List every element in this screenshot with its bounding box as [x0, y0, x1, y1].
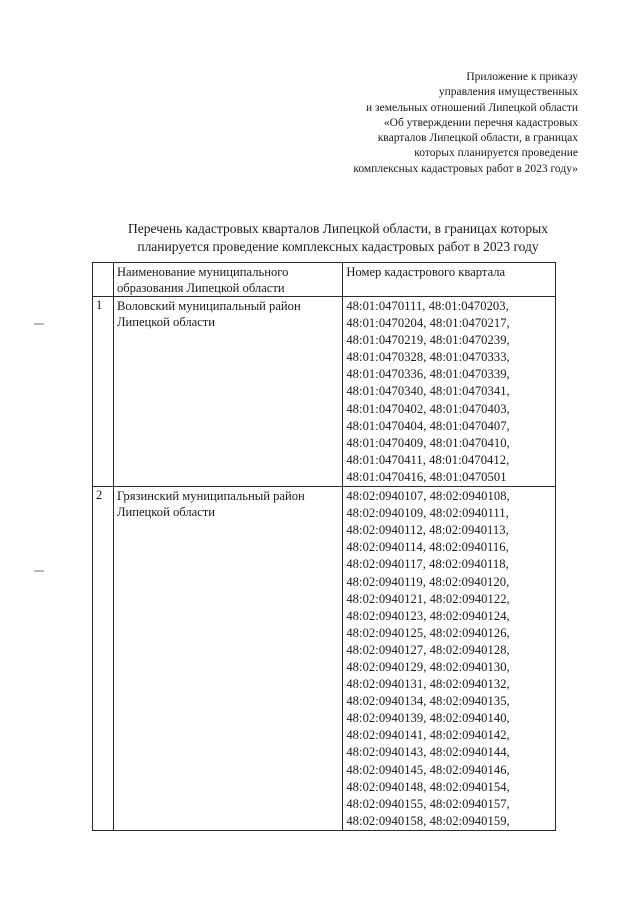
- cadastral-number-line: 48:02:0940131, 48:02:0940132,: [346, 677, 510, 692]
- cadastral-number-line: 48:01:0470328, 48:01:0470333,: [346, 350, 510, 365]
- cadastral-number-line: 48:02:0940107, 48:02:0940108,: [346, 489, 510, 504]
- appendix-line: управления имущественных: [438, 86, 578, 99]
- header-number: [93, 263, 114, 297]
- appendix-line: кварталов Липецкой области, в границах: [377, 132, 578, 145]
- cadastral-number-line: 48:02:0940123, 48:02:0940124,: [346, 608, 510, 623]
- municipality-name: Воловский муниципальный район Липецкой области: [113, 297, 342, 487]
- row-number: 2: [93, 487, 114, 831]
- cadastral-number-line: 48:01:0470111, 48:01:0470203,: [346, 299, 509, 313]
- cadastral-number-line: 48:02:0940141, 48:02:0940142,: [346, 728, 510, 743]
- cadastral-quarters-table: [92, 262, 556, 831]
- cadastral-number-line: 48:01:0470416, 48:01:0470501: [346, 469, 507, 484]
- cadastral-number-line: 48:02:0940143, 48:02:0940144,: [346, 745, 510, 760]
- cadastral-number-line: 48:02:0940134, 48:02:0940135,: [346, 694, 510, 709]
- appendix-line: и земельных отношений Липецкой области: [366, 101, 578, 114]
- cadastral-number-line: 48:02:0940114, 48:02:0940116,: [346, 540, 509, 555]
- cadastral-number-line: 48:02:0940139, 48:02:0940140,: [346, 711, 510, 726]
- cadastral-number-line: 48:01:0470409, 48:01:0470410,: [346, 435, 510, 450]
- appendix-line: комплексных кадастровых работ в 2023 году»: [353, 162, 578, 175]
- municipality-name: Грязинский муниципальный район Липецкой области: [113, 487, 342, 831]
- cadastral-number-line: 48:01:0470219, 48:01:0470239,: [346, 333, 510, 348]
- cadastral-number-line: 48:02:0940148, 48:02:0940154,: [346, 779, 510, 794]
- header-cadastral-number: Номер кадастрового квартала: [343, 263, 556, 297]
- cadastral-number-line: 48:02:0940127, 48:02:0940128,: [346, 642, 510, 657]
- cadastral-numbers-cell: [343, 487, 556, 831]
- cadastral-number-line: 48:02:0940125, 48:02:0940126,: [346, 625, 510, 640]
- appendix-line: «Об утверждении перечня кадастровых: [383, 116, 578, 129]
- table-row: [93, 297, 556, 487]
- margin-mark: [34, 570, 44, 572]
- cadastral-number-line: 48:01:0470402, 48:01:0470403,: [346, 401, 510, 416]
- cadastral-number-line: 48:01:0470411, 48:01:0470412,: [346, 452, 510, 467]
- margin-mark: [34, 323, 44, 325]
- appendix-line: Приложение к приказу: [466, 71, 578, 83]
- cadastral-number-line: 48:02:0940119, 48:02:0940120,: [346, 574, 510, 589]
- cadastral-number-line: 48:02:0940112, 48:02:0940113,: [346, 523, 509, 538]
- table-row: [93, 487, 556, 831]
- cadastral-number-line: 48:01:0470336, 48:01:0470339,: [346, 367, 510, 382]
- cadastral-number-line: 48:01:0470404, 48:01:0470407,: [346, 418, 510, 433]
- row-number: 1: [93, 297, 114, 487]
- cadastral-number-line: 48:01:0470340, 48:01:0470341,: [346, 384, 510, 399]
- cadastral-number-line: 48:02:0940145, 48:02:0940146,: [346, 762, 510, 777]
- cadastral-number-line: 48:02:0940121, 48:02:0940122,: [346, 591, 510, 606]
- appendix-block: [238, 70, 578, 177]
- document-title-line: планируется проведение комплексных кадастровых работ в 2023 году: [137, 239, 539, 254]
- header-municipality: Наименование муниципального образования Липецкой области: [113, 263, 342, 297]
- cadastral-number-line: 48:02:0940109, 48:02:0940111,: [346, 506, 509, 521]
- document-title: [92, 220, 584, 256]
- cadastral-number-line: 48:02:0940155, 48:02:0940157,: [346, 796, 510, 811]
- document-title-line: Перечень кадастровых кварталов Липецкой области, в границах которых: [128, 221, 548, 236]
- appendix-line: которых планируется проведение: [414, 147, 578, 160]
- cadastral-number-line: 48:01:0470204, 48:01:0470217,: [346, 316, 510, 331]
- cadastral-number-line: 48:02:0940129, 48:02:0940130,: [346, 659, 510, 674]
- cadastral-numbers-cell: [343, 297, 556, 487]
- cadastral-number-line: 48:02:0940158, 48:02:0940159,: [346, 813, 510, 828]
- table-header-row: [93, 263, 556, 297]
- cadastral-number-line: 48:02:0940117, 48:02:0940118,: [346, 557, 509, 572]
